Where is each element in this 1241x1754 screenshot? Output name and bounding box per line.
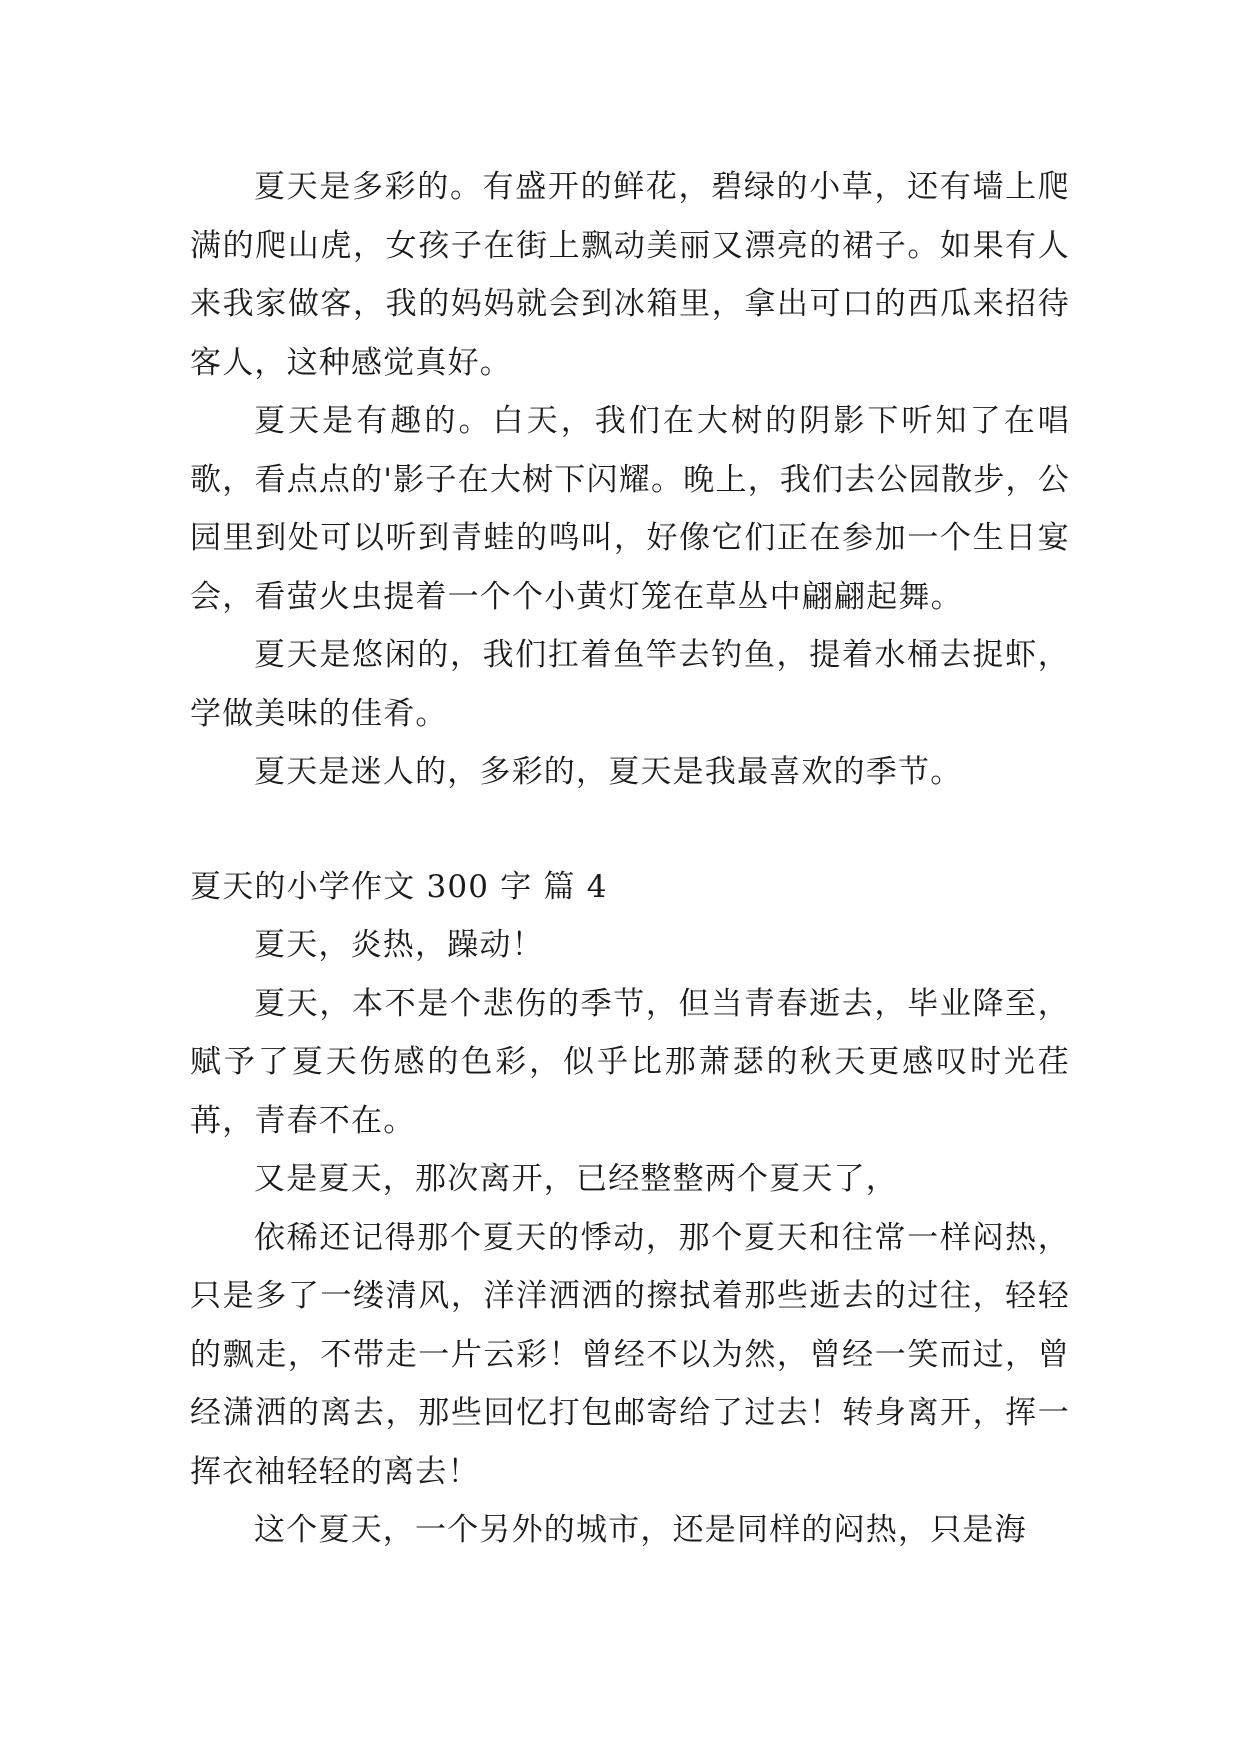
paragraph-colorful-summer: 夏天是多彩的。有盛开的鲜花，碧绿的小草，还有墙上爬满的爬山虎，女孩子在街上飘动美丽又漂亮的裙子。如果有人来我家做客，我的妈妈就会到冰箱里，拿出可口的西瓜来招待客人，这种感觉真好。 <box>190 169 1070 381</box>
paragraph-fun-summer: 夏天是有趣的。白天，我们在大树的阴影下听知了在唱歌，看点点的'影子在大树下闪耀。晚上，我们去公园散步，公园里到处可以听到青蛙的鸣叫，好像它们正在参加一个生日宴会，看萤火虫提着一个个小黄灯笼在草丛中翩翩起舞。 <box>190 403 1070 615</box>
paragraph-two-summers: 又是夏天，那次离开，已经整整两个夏天了， <box>254 1161 898 1197</box>
paragraph-hot-restless: 夏天，炎热，躁动！ <box>254 927 544 963</box>
section-spacer <box>190 802 1070 858</box>
paragraph-leisurely-summer: 夏天是悠闲的，我们扛着鱼竿去钓鱼，提着水桶去捉虾，学做美味的佳肴。 <box>190 637 1070 732</box>
paragraph-this-summer: 这个夏天，一个另外的城市，还是同样的闷热，只是海 <box>254 1512 1027 1548</box>
section-heading-essay-4: 夏天的小学作文 300 字 篇 4 <box>190 868 608 905</box>
paragraph-not-sad-season: 夏天，本不是个悲伤的季节，但当青春逝去，毕业降至，赋予了夏天伤感的色彩，似乎比那萧瑟的秋天更感叹时光荏苒，青春不在。 <box>190 985 1070 1139</box>
paragraph-remember-summer: 依稀还记得那个夏天的悸动，那个夏天和往常一样闷热，只是多了一缕清风，洋洋洒洒的擦拭着那些逝去的过往，轻轻的飘走，不带走一片云彩！曾经不以为然，曾经一笑而过，曾经潇洒的离去，那些回忆打包邮寄给了过去！转身离开，挥一挥衣袖轻轻的离去！ <box>190 1219 1070 1490</box>
document-body <box>190 158 1070 1560</box>
paragraph-charming-summer: 夏天是迷人的，多彩的，夏天是我最喜欢的季节。 <box>254 754 963 790</box>
